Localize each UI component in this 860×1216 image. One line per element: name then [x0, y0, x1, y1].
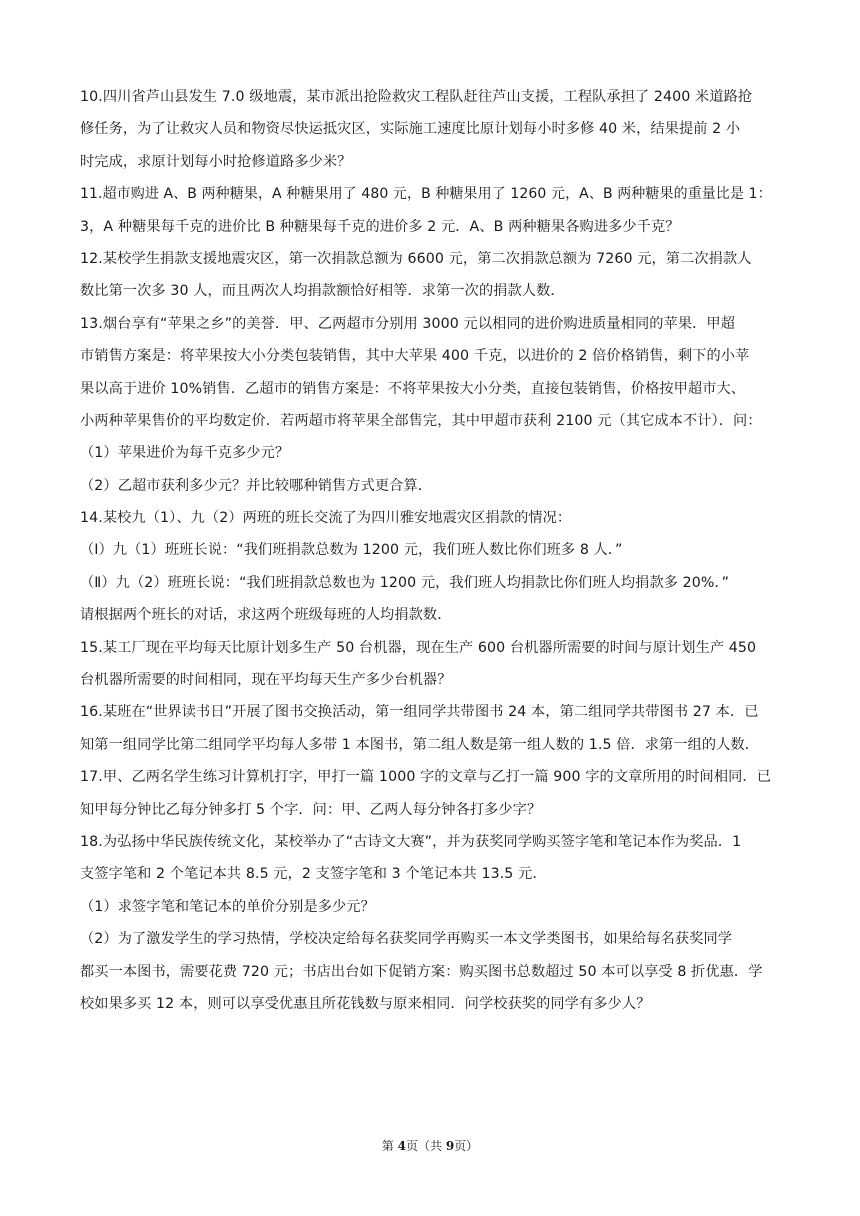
text-line: 台机器所需要的时间相同，现在平均每天生产多少台机器？	[80, 672, 452, 689]
text-line: （Ⅱ）九（2）班班长说：“我们班捐款总数也为 1200 元，我们班人均捐款比你们班人均捐款多 20%．”	[80, 574, 730, 591]
text-line: 10.四川省芦山县发生 7.0 级地震，某市派出抢险救灾工程队赶往芦山支援，工程队承担了 2400 米道路抢	[80, 89, 753, 105]
text-line: 请根据两个班长的对话，求这两个班级每班的人均捐款数．	[80, 607, 452, 624]
text-line: 市销售方案是：将苹果按大小分类包装销售，其中大苹果 400 千克，以进价的 2 倍价格销售，剩下的小苹	[80, 348, 750, 365]
text-line: （1）苹果进价为每千克多少元？	[80, 445, 290, 462]
text-line: 时完成，求原计划每小时抢修道路多少米？	[80, 153, 352, 170]
text-line: （2）为了激发学生的学习热情，学校决定给每名获奖同学再购买一本文学类图书，如果给每名获奖同学	[80, 931, 733, 948]
text-line: 12.某校学生捐款支援地震灾区，第一次捐款总额为 6600 元，第二次捐款总额为 7260 元，第二次捐款人	[80, 250, 752, 267]
text-line: 13.烟台享有“苹果之乡”的美誉．甲、乙两超市分别用 3000 元以相同的进价购进质量相同的苹果．甲超	[80, 315, 735, 332]
text-line: （2）乙超市获利多少元？并比较哪种销售方式更合算．	[80, 477, 433, 494]
text-line: 校如果多买 12 本，则可以享受优惠且所花钱数与原来相同．问学校获奖的同学有多少人？	[80, 995, 651, 1012]
total-page-number: 9	[445, 1139, 455, 1153]
text-line: 11.超市购进 A、B 两种糖果，A 种糖果用了 480 元，B 种糖果用了 1260 元，A、B 两种糖果的重量比是 1：	[80, 186, 772, 203]
text-line: 小两种苹果售价的平均数定价．若两超市将苹果全部售完，其中甲超市获利 2100 元（其它成本不计）．问：	[80, 412, 762, 429]
text-line: 17.甲、乙两名学生练习计算机打字，甲打一篇 1000 字的文章与乙打一篇 900 字的文章所用的时间相同．已	[80, 769, 771, 786]
text-line: 14.某校九（1）、九（2）两班的班长交流了为四川雅安地震灾区捐款的情况：	[80, 510, 572, 527]
text-line: 18.为弘扬中华民族传统文化，某校举办了“古诗文大赛”，并为获奖同学购买签字笔和笔记本作为奖品．1	[80, 833, 742, 850]
text-line: 都买一本图书，需要花费 720 元；书店出台如下促销方案：购买图书总数超过 50 本可以享受 8 折优惠．学	[80, 963, 763, 980]
page-footer	[0, 1138, 860, 1154]
footer-suffix: 页）	[454, 1139, 479, 1153]
text-line: 知甲每分钟比乙每分钟多打 5 个字．问：甲、乙两人每分钟各打多少字？	[80, 801, 542, 818]
problem-text-block	[80, 86, 780, 1025]
footer-prefix: 第	[381, 1139, 398, 1153]
text-line: （Ⅰ）九（1）班班长说：“我们班捐款总数为 1200 元，我们班人数比你们班多 8 人．”	[80, 542, 623, 559]
text-line: 数比第一次多 30 人，而且两次人均捐款额恰好相等．求第一次的捐款人数．	[80, 283, 565, 300]
text-line: （1）求签字笔和笔记本的单价分别是多少元？	[80, 898, 375, 915]
footer-middle: 页（共	[405, 1139, 446, 1153]
text-line: 支签字笔和 2 个笔记本共 8.5 元，2 支签字笔和 3 个笔记本共 13.5 元．	[80, 866, 547, 883]
text-line: 修任务，为了让救灾人员和物资尽快运抵灾区，实际施工速度比原计划每小时多修 40 米，结果提前 2 小	[80, 121, 741, 138]
text-line: 果以高于进价 10%销售．乙超市的销售方案是：不将苹果按大小分类，直接包装销售，价格按甲超市大、	[80, 380, 746, 397]
text-line: 15.某工厂现在平均每天比原计划多生产 50 台机器，现在生产 600 台机器所需要的时间与原计划生产 450	[80, 639, 757, 656]
text-line: 3，A 种糖果每千克的进价比 B 种糖果每千克的进价多 2 元．A、B 两种糖果各购进多少千克？	[80, 218, 680, 235]
text-line: 16.某班在“世界读书日”开展了图书交换活动，第一组同学共带图书 24 本，第二组同学共带图书 27 本．已	[80, 704, 759, 721]
text-line: 知第一组同学比第二组同学平均每人多带 1 本图书，第二组人数是第一组人数的 1.5 倍．求第一组的人数．	[80, 736, 760, 753]
current-page-number: 4	[397, 1139, 406, 1153]
